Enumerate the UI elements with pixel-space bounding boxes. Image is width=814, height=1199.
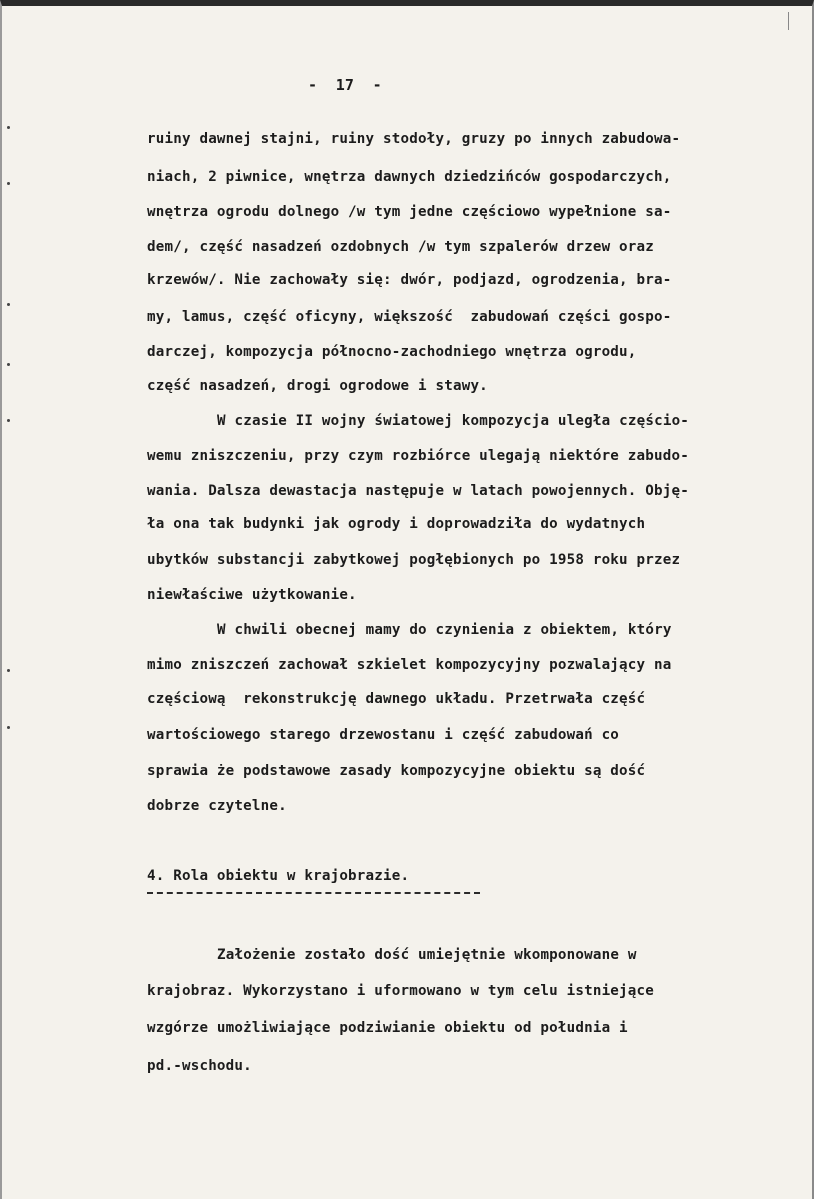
text-line: darczej, kompozycja północno-zachodniego wnętrza ogrodu, [147, 344, 637, 360]
text-line: niewłaściwe użytkowanie. [147, 587, 357, 603]
margin-dot [7, 182, 10, 185]
text-line: pd.-wschodu. [147, 1058, 252, 1074]
text-line: krzewów/. Nie zachowały się: dwór, podjazd, ogrodzenia, bra- [147, 272, 672, 288]
text-line: wemu zniszczeniu, przy czym rozbiórce ulegają niektóre zabudo- [147, 448, 689, 464]
margin-dot [7, 303, 10, 306]
text-line: wzgórze umożliwiające podziwianie obiektu od południa i [147, 1020, 628, 1036]
margin-dot [7, 126, 10, 129]
margin-dot [7, 419, 10, 422]
text-line: Założenie zostało dość umiejętnie wkomponowane w [217, 947, 637, 963]
section-heading: 4. Rola obiektu w krajobrazie. [147, 868, 410, 884]
text-line: częściową rekonstrukcję dawnego układu. Przetrwała część [147, 691, 646, 707]
text-line: mimo zniszczeń zachował szkielet kompozycyjny pozwalający na [147, 657, 672, 673]
text-line: wartościowego starego drzewostanu i część zabudowań co [147, 727, 620, 743]
text-line: krajobraz. Wykorzystano i uformowano w tym celu istniejące [147, 983, 655, 999]
text-line: ruiny dawnej stajni, ruiny stodoły, gruzy po innych zabudowa- [147, 131, 681, 147]
text-line: niach, 2 piwnice, wnętrza dawnych dziedzińców gospodarczych, [147, 169, 672, 185]
heading-underline [147, 892, 480, 894]
page-number: - 17 - [308, 76, 382, 94]
text-line: część nasadzeń, drogi ogrodowe i stawy. [147, 378, 488, 394]
text-line: ła ona tak budynki jak ogrody i doprowadziła do wydatnych [147, 516, 646, 532]
text-line: sprawia że podstawowe zasady kompozycyjne obiektu są dość [147, 763, 646, 779]
text-line: dobrze czytelne. [147, 798, 287, 814]
text-line: dem/, część nasadzeń ozdobnych /w tym szpalerów drzew oraz [147, 239, 655, 255]
text-line: wnętrza ogrodu dolnego /w tym jedne częściowo wypełnione sa- [147, 204, 672, 220]
margin-dot [7, 726, 10, 729]
margin-dot [7, 669, 10, 672]
margin-dot [7, 363, 10, 366]
page-corner-edge [788, 12, 813, 30]
text-line: wania. Dalsza dewastacja następuje w latach powojennych. Obję- [147, 483, 689, 499]
text-line: ubytków substancji zabytkowej pogłębionych po 1958 roku przez [147, 552, 681, 568]
text-line: W chwili obecnej mamy do czynienia z obiektem, który [217, 622, 672, 638]
text-line: my, lamus, część oficyny, większość zabudowań części gospo- [147, 309, 672, 325]
text-line: W czasie II wojny światowej kompozycja uległa częścio- [217, 413, 690, 429]
